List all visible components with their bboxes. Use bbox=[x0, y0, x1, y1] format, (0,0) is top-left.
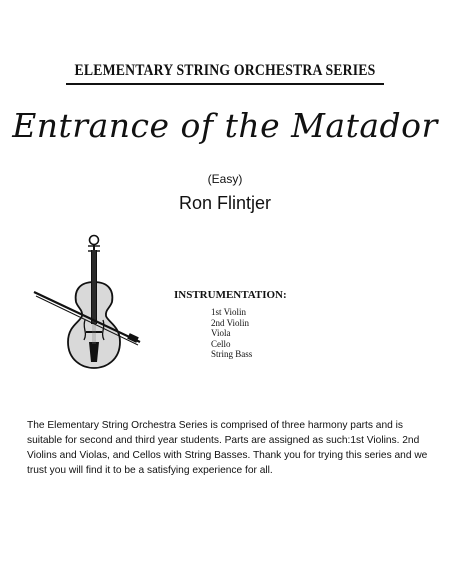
violin-with-bow-icon bbox=[28, 228, 148, 378]
series-description: The Elementary String Orchestra Series is comprised of three harmony parts and is suitable for second and third year students. Parts are assigned as such:1st Violins. 2nd Violins and Violas, and Cellos with String Basses. Thank you for trying this series and we trust you will find it to be a satisfying experience for all. bbox=[27, 420, 428, 476]
part-cello: Cello bbox=[211, 338, 231, 349]
piece-title: Entrance of the Matador bbox=[12, 106, 438, 145]
instrumentation-heading: INSTRUMENTATION: bbox=[174, 289, 287, 301]
part-viola: Viola bbox=[211, 328, 231, 338]
part-string-bass: String Bass bbox=[211, 349, 253, 359]
difficulty-label: (Easy) bbox=[207, 172, 243, 186]
composer-name: Ron Flintjer bbox=[178, 193, 272, 213]
instrumentation-list bbox=[211, 307, 252, 360]
part-1st-violin: 1st Violin bbox=[211, 307, 247, 317]
series-title-underline bbox=[66, 83, 384, 85]
series-title: ELEMENTARY STRING ORCHESTRA SERIES bbox=[74, 62, 376, 79]
part-2nd-violin: 2nd Violin bbox=[211, 317, 250, 328]
